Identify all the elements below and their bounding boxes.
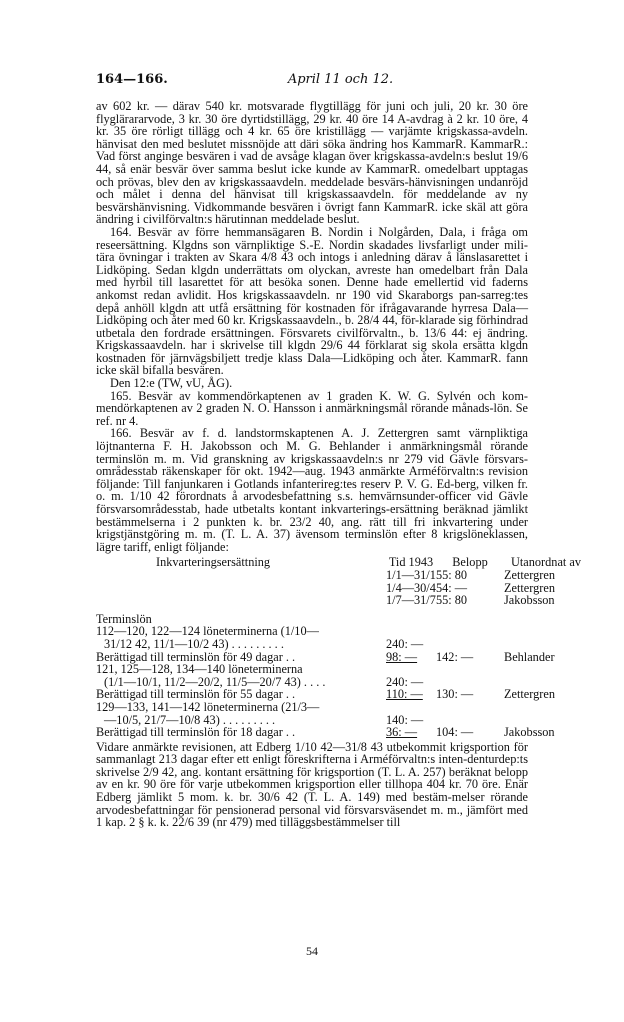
body-text: [96, 99, 581, 830]
row-amount: 55: 80: [436, 567, 468, 582]
group-amount: 130: —: [436, 687, 474, 702]
paragraph-166: 166. Besvär av f. d. landstormskaptenen A. J. Zettergren samt värnpliktiga löjtnanterna F. H. Jakobsson och M. G. Behlander i anmärkningsmål rörande terminslön m. m. Vid granskning av krigskassaavdeln:s nr 279 vid Gävle försvars-områdesstab räkenskaper för okt. 1942—aug. 1943 anmärkte Arméförvaltn:s revision följande: Till fanjunkaren i Gotlands infanterireg:tes reserv P. V. G. Ed-berg, vilken fr. o. m. 1/10 42 förordnats å arvodesbefattning s.s. hemvärnsunder-officer vid Gävle försvarsområdesstab, hade utbetalts kontant inkvarterings-ersättning beräknad jämlikt bestämmelserna i 2 punkten k. br. 23/2 40, ang. rätt till fri inkvartering under krigstjänstgöring m. m. (T. L. A. 37) ävensom terminslön efter 8 krigslöneklassen, lägre tariff, enligt följande:: [96, 426, 528, 554]
group-deduct: 36: —: [386, 725, 418, 740]
row-paid-by: Jakobsson: [504, 593, 555, 608]
group-paid-by: Zettergren: [504, 687, 555, 702]
header-amount: Belopp: [452, 555, 488, 570]
running-header: [96, 72, 528, 87]
row-amount: 54: —: [436, 580, 468, 595]
header-paid-by: Utanordnat av: [511, 555, 581, 570]
row-period: 1/7—31/7: [386, 593, 436, 608]
paragraph-final: Vidare anmärkte revisionen, att Edberg 1/10 42—31/8 43 utbekommit krigsportion för sammanlagt 213 dagar efter ett enligt föreskrifterna i Arméförvaltn:s inten-denturdep:ts skrivelse 2/9 42, ang. kontant ersättning för krigsportion (T. L. A. 257) beräknat belopp av en kr. 90 öre för varje utbekommen krigsportion eller tillhopa 404 kr. 70 öre. Enär Edberg jämlikt 5 mom. k. br. 30/6 42 (T. L. A. 149) med bestäm-melser rörande arvodesbefattningar för pensionerad personal vid försvarsväsendet m. m., jämfört med 1 kap. 2 § k. k. 22/6 39 (nr 479) med tilläggsbestämmelser till: [96, 739, 528, 830]
group-amount: 104: —: [436, 725, 474, 740]
table-row: [96, 594, 588, 607]
group-row: [96, 638, 588, 651]
terminslon-label: Terminslön: [96, 611, 152, 626]
group-gross: 240: —: [386, 674, 424, 689]
group-deduct-label: Berättigad till terminslön för 18 dagar . .: [96, 725, 296, 740]
row-paid-by: Zettergren: [504, 580, 555, 595]
row-period: 1/1—31/1: [386, 567, 436, 582]
paragraph-164: 164. Besvär av förre hemmansägaren B. Nordin i Nolgården, Dala, i fråga om reseersättning. Klgdns son värnpliktige S.-E. Nordin skadades livsfarligt under mili-tära övningar i trakten av Skara 4/8 43 och intogs i anledning därav å länslasarettet i Lidköping. Sedan klgdn underrättats om olyckan, avreste han omedelbart från Dala med hyrbil till lasarettet för att besöka sonen. Denne hade emellertid vid faderns ankomst redan avlidit. Hos krigskassaavdeln. nr 190 vid Skaraborgs pan-sarreg:tes depå anhöll klgdn att utfå ersättning för kostnaden för ifrågavarande hyrresa Dala—Lidköping och åter med 60 kr. Krigskassaavdeln., b. 28/4 44, för-klarade sig förhindrad utbetala den fordrade ersättningen. Försvarets civilförvaltn., b. 13/6 44: ej ändring. Krigskassaavdeln. har i skrivelse till klgdn 29/6 44 förklarat sig skola ersätta klgdn kostnaden för järnvägsbiljett tredje klass Dala—Lidköping och åter. KammarR. fann icke skäl bifalla besvären.: [96, 224, 528, 378]
group-gross: 240: —: [386, 636, 424, 651]
paragraph-165: 165. Besvär av kommendörkaptenen av 1 graden K. W. G. Sylvén och kom-mendörkaptenen av 2 graden N. O. Hansson i anmärkningsmål rörande månads-lön. Se ref. nr 4.: [96, 388, 528, 428]
table-row: [96, 569, 588, 582]
group-line-1: 121, 125—128, 134—140 löneterminerna: [96, 662, 303, 677]
group-deduct-label: Berättigad till terminslön för 49 dagar . .: [96, 649, 296, 664]
paragraph-continuation: av 602 kr. — därav 540 kr. motsvarade flygtillägg för juni och juli, 20 kr. 30 öre flyglärararvode, 3 kr. 30 öre dyrtidstillägg, 29 kr. 40 öre 14 A-avdrag à 2 kr. 10 öre, 4 kr. 35 öre rörligt tillägg och 4 kr. 65 öre kristillägg — varjämte krigskassa-avdeln. hänvisat den med beslutet missnöjde att däri söka ändring hos KammarR. KammarR.: Vad först anginge besvären i vad de avsåge klagan över krigskassa-avdeln:s beslut 19/6 44, så enär besvär över samma beslut icke kunde av KammarR. omedelbart upptagas och prövas, blev den av krigskassaavdeln. meddelade besvärs-hänvisningen undanröjd och målet i denna del hänvisat till krigskassaavdeln. för meddelande av ny besvärshänvisning. Vidkommande besvären i övrigt fann KammarR. icke skäl att göra ändring i civilförvaltn:s härutinnan meddelade beslut.: [96, 99, 528, 227]
group-row: [96, 726, 588, 739]
group-line-1: 112—120, 122—124 löneterminerna (1/10—: [96, 624, 319, 639]
group-amount: 142: —: [436, 649, 474, 664]
row-amount: 55: 80: [436, 593, 468, 608]
header-date: April 11 och 12.: [287, 72, 394, 87]
group-row: [96, 663, 588, 676]
compensation-table: [96, 555, 581, 740]
group-deduct: 110: —: [386, 687, 423, 702]
group-paid-by: Jakobsson: [504, 725, 555, 740]
row-period: 1/4—30/4: [386, 580, 436, 595]
group-line-2: (1/1—10/1, 11/2—20/2, 11/5—20/7 43) . . . .: [104, 674, 326, 689]
group-row: [96, 701, 588, 714]
group-deduct-label: Berättigad till terminslön för 55 dagar . .: [96, 687, 296, 702]
group-line-1: 129—133, 141—142 löneterminerna (21/3—: [96, 699, 320, 714]
group-deduct: 98: —: [386, 649, 418, 664]
group-line-2: —10/5, 21/7—10/8 43) . . . . . . . . .: [104, 712, 276, 727]
page-range: 164—166.: [96, 72, 168, 87]
header-description: Inkvarteringsersättning: [156, 555, 271, 570]
page-number: 54: [306, 944, 318, 958]
row-paid-by: Zettergren: [504, 567, 555, 582]
header-period: Tid 1943: [388, 555, 434, 570]
group-gross: 140: —: [386, 712, 424, 727]
session-heading: Den 12:e (TW, vU, ÅG).: [110, 376, 233, 391]
group-paid-by: Behlander: [504, 649, 555, 664]
group-line-2: 31/12 42, 11/1—10/2 43) . . . . . . . . .: [104, 636, 284, 651]
